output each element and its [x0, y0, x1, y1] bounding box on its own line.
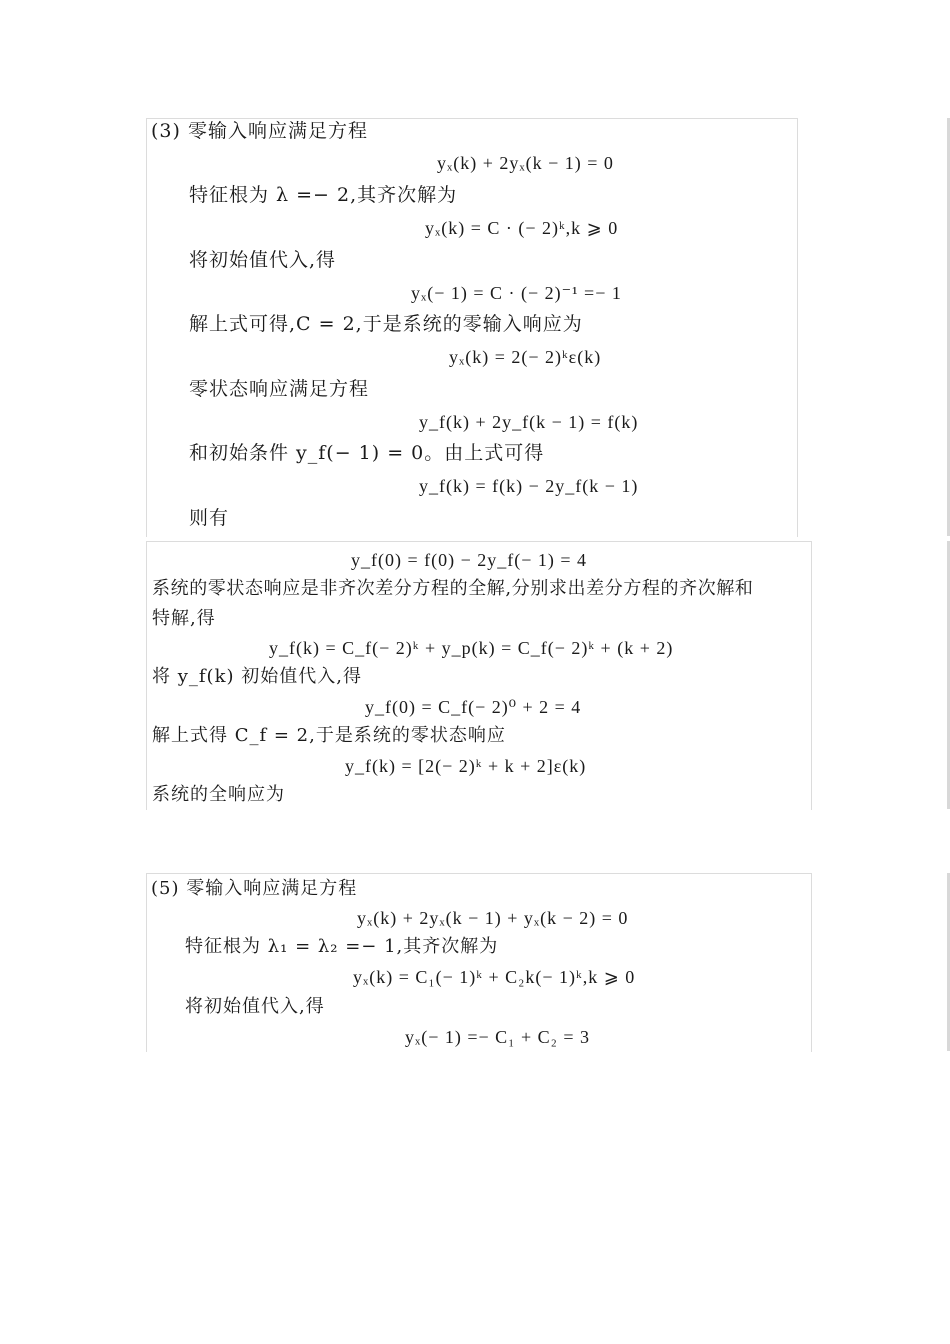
section-5-panel	[146, 873, 812, 1052]
section-3-heading: (3) 零输入响应满足方程	[151, 120, 368, 142]
equation: yₓ(k) + 2yₓ(k − 1) = 0	[437, 153, 614, 173]
text-line: 将初始值代入,得	[189, 249, 337, 271]
text-line: 特征根为 λ =− 2,其齐次解为	[189, 184, 458, 206]
text-line: 系统的全响应为	[152, 784, 285, 805]
equation: y_f(k) = C_f(− 2)ᵏ + y_p(k) = C_f(− 2)ᵏ + (k + 2)	[269, 638, 674, 658]
section-3-continuation-panel	[146, 541, 812, 810]
equation: y_f(0) = C_f(− 2)⁰ + 2 = 4	[365, 697, 582, 717]
text-line: 将初始值代入,得	[185, 996, 325, 1017]
equation: y_f(k) + 2y_f(k − 1) = f(k)	[419, 412, 639, 432]
text-line: 和初始条件 y_f(− 1) = 0。由上式可得	[189, 442, 545, 464]
equation: yₓ(k) = C₁(− 1)ᵏ + C₂k(− 1)ᵏ,k ⩾ 0	[353, 967, 636, 987]
text-line: 特征根为 λ₁ = λ₂ =− 1,其齐次解为	[185, 936, 499, 957]
text-line: 系统的零状态响应是非齐次差分方程的全解,分别求出差分方程的齐次解和	[152, 578, 754, 599]
text-line: 特解,得	[152, 608, 216, 629]
text-line: 则有	[189, 507, 230, 529]
text-line: 解上式可得,C = 2,于是系统的零输入响应为	[189, 313, 583, 335]
text-line: 解上式得 C_f = 2,于是系统的零状态响应	[152, 725, 506, 746]
equation: y_f(k) = [2(− 2)ᵏ + k + 2]ε(k)	[345, 756, 587, 776]
equation: yₓ(− 1) = C · (− 2)⁻¹ =− 1	[411, 283, 622, 303]
text-line: 零状态响应满足方程	[189, 378, 370, 400]
equation: y_f(0) = f(0) − 2y_f(− 1) = 4	[351, 550, 588, 570]
equation: yₓ(k) = 2(− 2)ᵏε(k)	[449, 347, 602, 367]
equation: y_f(k) = f(k) − 2y_f(k − 1)	[419, 476, 639, 496]
equation: yₓ(k) = C · (− 2)ᵏ,k ⩾ 0	[425, 218, 619, 238]
text-line: 将 y_f(k) 初始值代入,得	[152, 666, 362, 687]
section-5-heading: (5) 零输入响应满足方程	[151, 878, 358, 899]
equation: yₓ(− 1) =− C₁ + C₂ = 3	[405, 1027, 591, 1047]
equation: yₓ(k) + 2yₓ(k − 1) + yₓ(k − 2) = 0	[357, 908, 629, 928]
section-3-panel	[146, 118, 798, 537]
